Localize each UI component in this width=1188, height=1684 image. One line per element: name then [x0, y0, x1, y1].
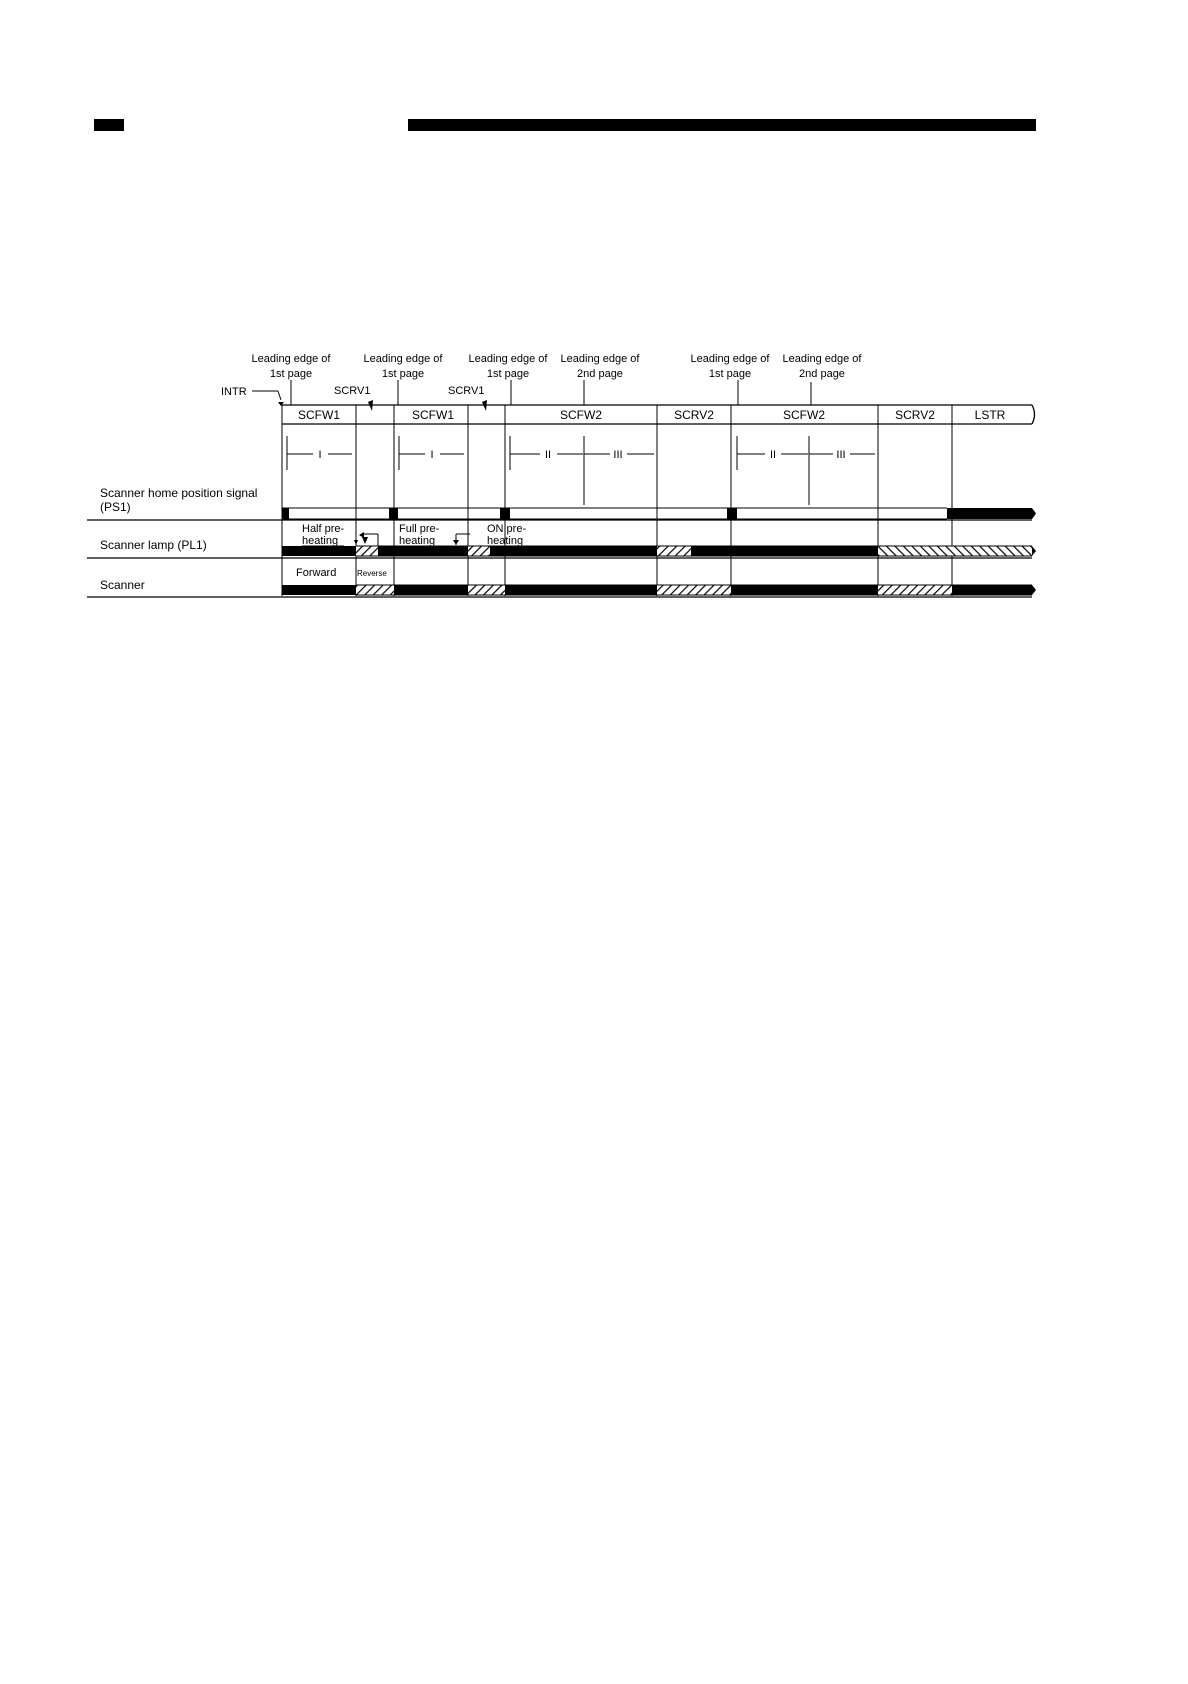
svg-text:heating: heating: [302, 535, 339, 547]
lamp-label-on-preheating: [487, 523, 526, 547]
phase-scfw1: SCFW1: [298, 408, 340, 422]
svg-text:heating: heating: [399, 535, 436, 547]
phase-scfw1: SCFW1: [412, 408, 454, 422]
svg-text:heating: heating: [487, 535, 524, 547]
svg-text:ON pre-: ON pre-: [487, 523, 527, 535]
signal-label-scanner: Scanner: [100, 578, 145, 592]
lamp-label-full-preheating: [399, 523, 440, 547]
svg-text:1st page: 1st page: [708, 368, 752, 380]
roman-one: I: [318, 449, 322, 461]
phase-scrv2: SCRV2: [674, 408, 714, 422]
roman-three: III: [836, 449, 846, 461]
svg-text:Full pre-: Full pre-: [399, 523, 440, 535]
svg-text:1st page: 1st page: [269, 368, 313, 380]
roman-three: III: [613, 449, 623, 461]
lamp-label-half-preheating: [302, 523, 345, 547]
svg-text:Leading edge of: Leading edge of: [690, 353, 770, 365]
svg-text:Leading edge of: Leading edge of: [251, 353, 331, 365]
svg-text:2nd page: 2nd page: [799, 368, 845, 380]
scanner-label-reverse: Reverse: [357, 569, 387, 578]
scanner-motion-trace: [282, 585, 1036, 595]
annotation-intr: INTR: [221, 386, 247, 398]
svg-text:1st page: 1st page: [486, 368, 530, 380]
svg-text:(PS1): (PS1): [100, 500, 131, 514]
signal-label-ps1: [100, 486, 257, 514]
annotation-scrv1: SCRV1: [334, 385, 371, 397]
phase-scrv2: SCRV2: [895, 408, 935, 422]
signal-label-pl1: Scanner lamp (PL1): [100, 538, 207, 552]
svg-text:1st page: 1st page: [381, 368, 425, 380]
svg-text:Leading edge of: Leading edge of: [468, 353, 548, 365]
ps1-signal-trace: [282, 508, 1036, 519]
pl1-lamp-trace: [282, 546, 1036, 556]
scanner-label-forward: Forward: [296, 567, 337, 579]
annotation-leading-edge-2nd-page: [783, 353, 863, 380]
annotation-leading-edge-1st-page: [691, 353, 771, 380]
svg-text:Leading edge of: Leading edge of: [363, 353, 443, 365]
annotation-leading-edge-2nd-page: [561, 353, 641, 380]
annotation-scrv1: SCRV1: [448, 385, 485, 397]
annotation-leading-edge-1st-page: [469, 353, 549, 380]
svg-text:Leading edge of: Leading edge of: [560, 353, 640, 365]
svg-text:Scanner home position signal: Scanner home position signal: [100, 486, 258, 500]
phase-scfw2: SCFW2: [560, 408, 602, 422]
svg-text:2nd page: 2nd page: [577, 368, 623, 380]
svg-text:Leading edge of: Leading edge of: [782, 353, 862, 365]
phase-lstr: LSTR: [974, 408, 1006, 422]
annotation-leading-edge-1st-page: [252, 353, 332, 380]
roman-two: II: [544, 449, 552, 461]
roman-one: I: [430, 449, 434, 461]
svg-text:Half pre-: Half pre-: [302, 523, 345, 535]
roman-two: II: [769, 449, 777, 461]
annotation-leading-edge-1st-page: [364, 353, 444, 380]
phase-scfw2: SCFW2: [783, 408, 825, 422]
